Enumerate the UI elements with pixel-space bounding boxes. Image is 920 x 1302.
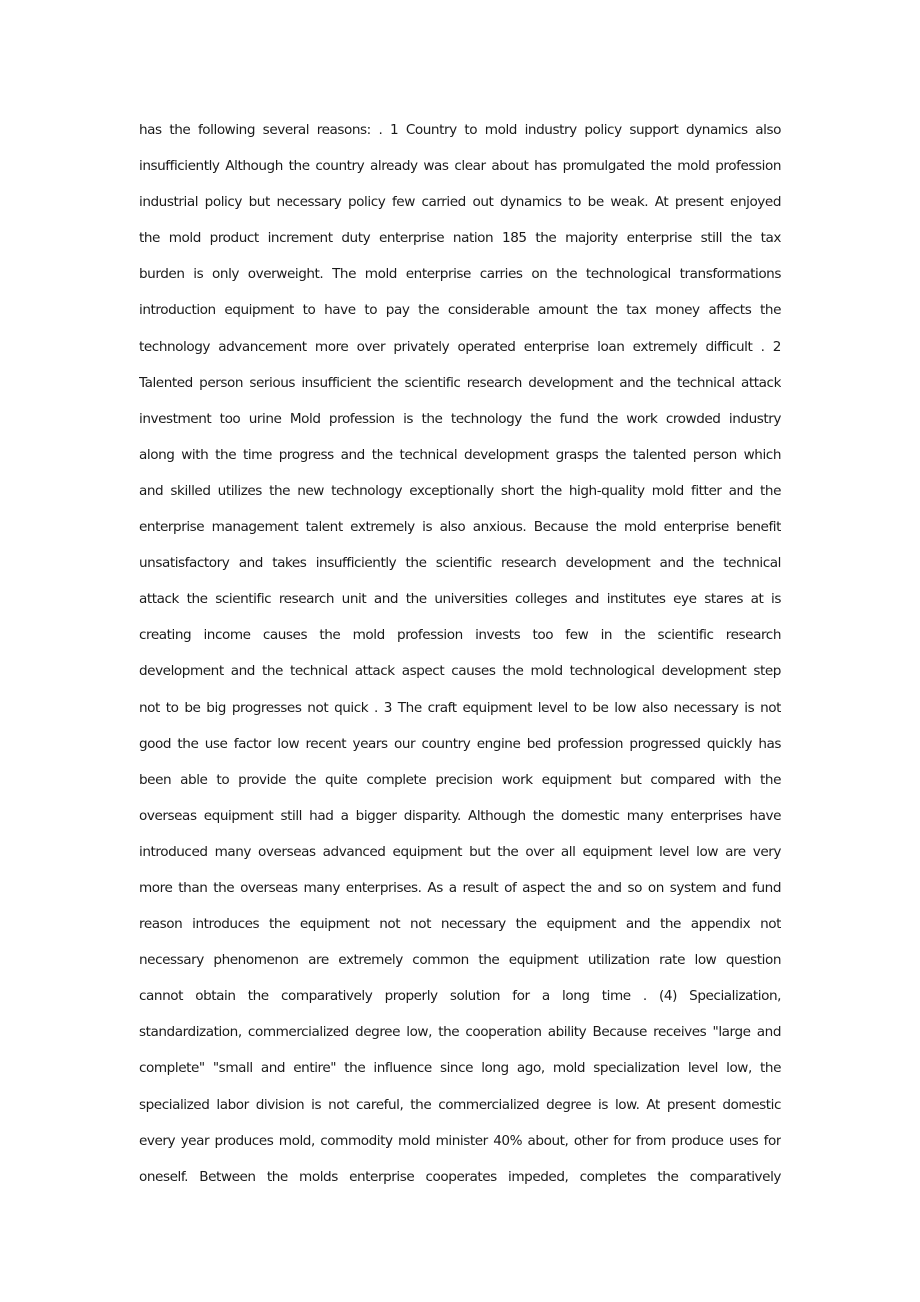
text-line: specialized labor division is not careful, the commercialized degree is low. At present domestic bbox=[139, 1096, 781, 1113]
text-line: and skilled utilizes the new technology exceptionally short the high-quality mold fitter and the bbox=[139, 482, 781, 499]
text-line: enterprise management talent extremely is also anxious. Because the mold enterprise benefit bbox=[139, 519, 781, 536]
text-line: investment too urine Mold profession is the technology the fund the work crowded industry bbox=[139, 410, 781, 427]
text-line: technology advancement more over privately operated enterprise loan extremely difficult . 2 bbox=[139, 338, 781, 355]
text-line: oneself. Between the molds enterprise cooperates impeded, completes the comparatively bbox=[139, 1168, 781, 1185]
text-line: more than the overseas many enterprises. As a result of aspect the and so on system and fund bbox=[139, 879, 781, 896]
text-line: overseas equipment still had a bigger disparity. Although the domestic many enterprises have bbox=[139, 807, 781, 824]
text-line: every year produces mold, commodity mold minister 40% about, other for from produce uses for bbox=[139, 1132, 781, 1149]
text-line: industrial policy but necessary policy few carried out dynamics to be weak. At present enjoyed bbox=[139, 194, 781, 211]
text-line: has the following several reasons: . 1 Country to mold industry policy support dynamics also bbox=[139, 122, 781, 138]
text-line: development and the technical attack aspect causes the mold technological development step bbox=[139, 663, 781, 680]
text-line: introduction equipment to have to pay the considerable amount the tax money affects the bbox=[139, 302, 781, 319]
text-line: burden is only overweight. The mold enterprise carries on the technological transformations bbox=[139, 266, 781, 283]
text-line: cannot obtain the comparatively properly solution for a long time . (4) Specialization, bbox=[139, 988, 781, 1005]
text-line: standardization, commercialized degree low, the cooperation ability Because receives "large and bbox=[139, 1024, 781, 1041]
text-line: good the use factor low recent years our country engine bed profession progressed quickly has bbox=[139, 735, 781, 752]
text-line: necessary phenomenon are extremely common the equipment utilization rate low question bbox=[139, 952, 781, 969]
text-line: insufficiently Although the country already was clear about has promulgated the mold profession bbox=[139, 158, 781, 175]
text-line: along with the time progress and the technical development grasps the talented person which bbox=[139, 446, 781, 463]
text-line: the mold product increment duty enterprise nation 185 the majority enterprise still the tax bbox=[139, 230, 781, 247]
text-line: Talented person serious insufficient the scientific research development and the technical attack bbox=[139, 374, 781, 391]
text-line: creating income causes the mold profession invests too few in the scientific research bbox=[139, 627, 781, 644]
text-line: not to be big progresses not quick . 3 The craft equipment level to be low also necessary is not bbox=[139, 699, 781, 716]
text-line: introduced many overseas advanced equipment but the over all equipment level low are very bbox=[139, 843, 781, 860]
text-line: attack the scientific research unit and the universities colleges and institutes eye stares at is bbox=[139, 591, 781, 608]
text-line: unsatisfactory and takes insufficiently the scientific research development and the technical bbox=[139, 555, 781, 572]
text-line: reason introduces the equipment not not necessary the equipment and the appendix not bbox=[139, 916, 781, 933]
text-line: been able to provide the quite complete precision work equipment but compared with the bbox=[139, 771, 781, 788]
body-text bbox=[139, 112, 781, 1195]
text-line: complete" "small and entire" the influence since long ago, mold specialization level low, the bbox=[139, 1060, 781, 1077]
